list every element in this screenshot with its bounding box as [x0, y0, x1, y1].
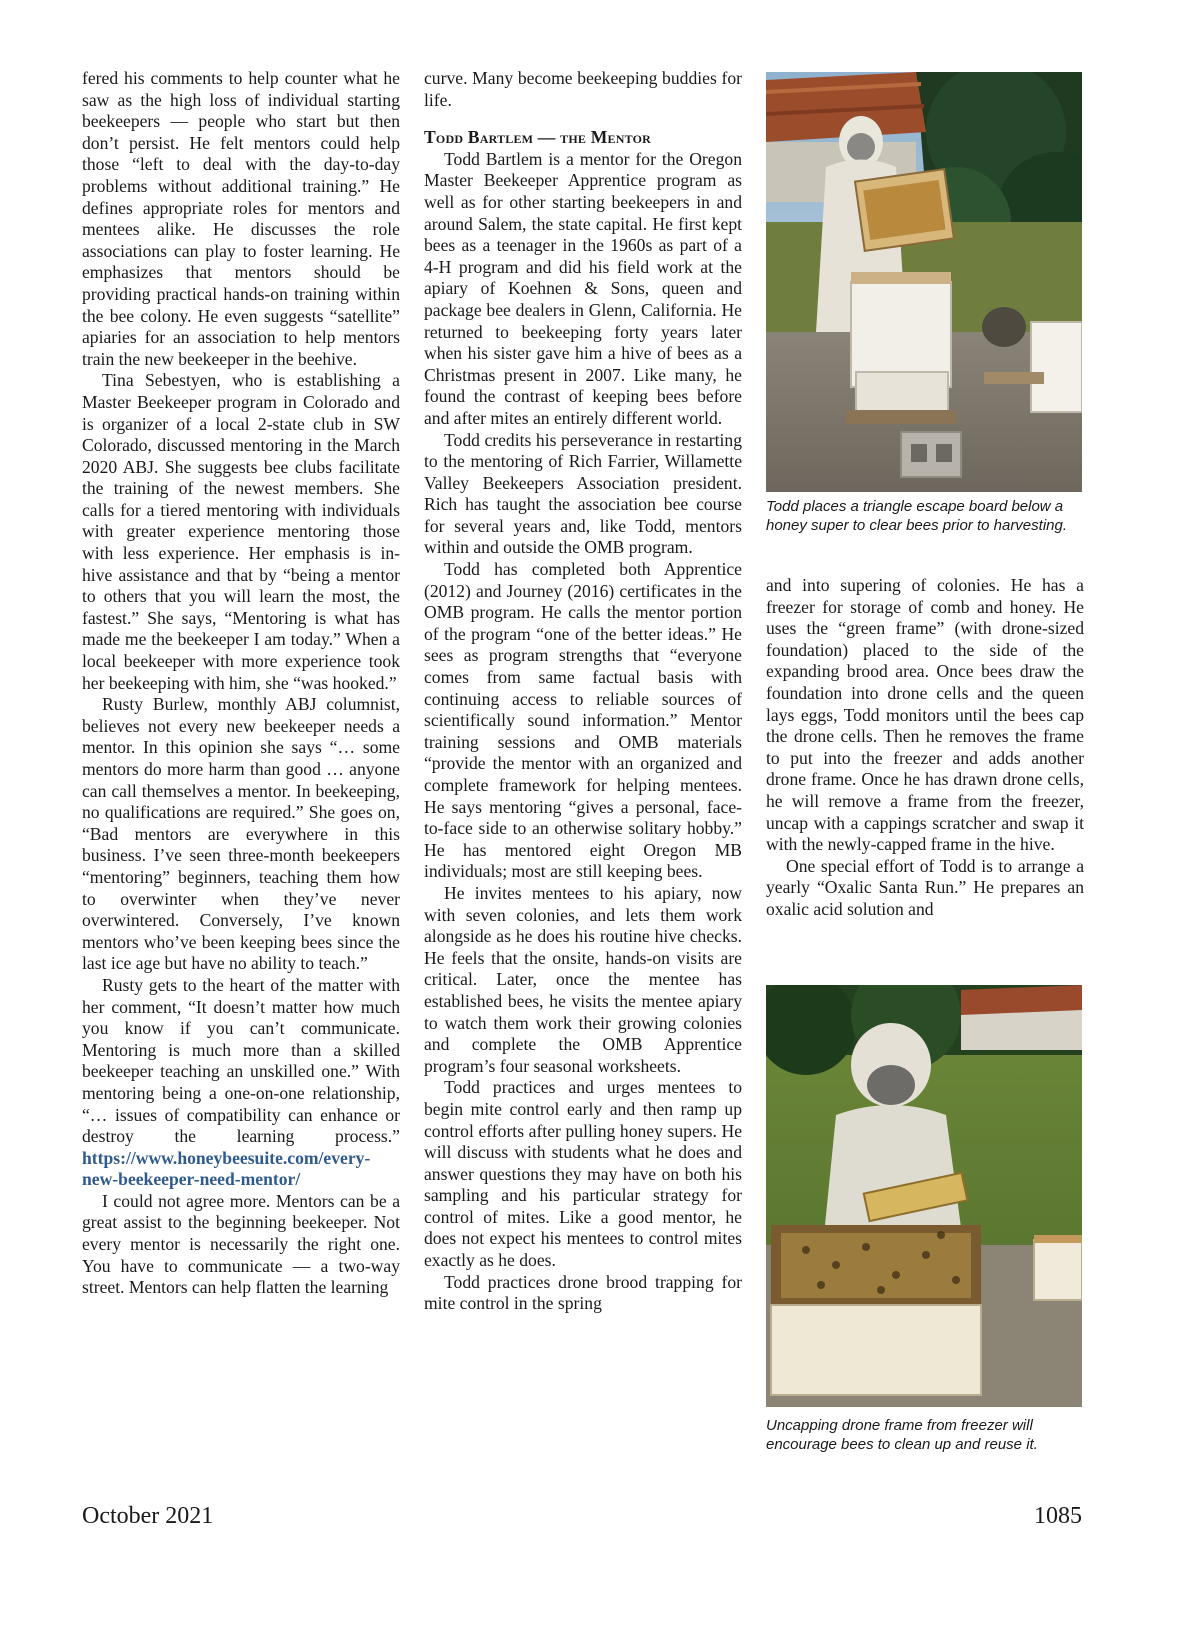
paragraph-text: Rusty gets to the heart of the matter with her comment, “It doesn’t matter how much you know if you can’t communicate. Mentoring is much more than a skilled beekeeper teaching an unskilled one.” With mentoring being a one-on-one relationship, “… issues of compatibility can enhance or destroy the learning process.” — [82, 974, 400, 1147]
paragraph: Todd Bartlem is a mentor for the Oregon Master Beekeeper Apprentice program as well as for other starting beekeepers in and around Salem, the state capital. He first kept bees as a teenager in the 1960s as part of a 4-H program and did his field work at the apiary of Koehnen & Sons, queen and package bee dealers in Glenn, California. He returned to beekeeping forty years later when his sister gave him a hive of bees as a Christmas present in 2007. Like many, he found the contrast of keeping bees before and after mites an entirely different world. — [424, 148, 742, 428]
paragraph: One special effort of Todd is to arrange a yearly “Oxalic Santa Run.” He prepares an oxalic acid solution and — [766, 855, 1084, 919]
column-3 — [766, 575, 1084, 921]
paragraph: Todd credits his perseverance in restarting to the mentoring of Rich Farrier, Willamette Valley Beekeepers Association president. Rich has taught the association bee course for several years and, like Todd, mentors within and outside the OMB program. — [424, 429, 742, 558]
paragraph: Todd practices and urges mentees to begin mite control early and then ramp up control efforts after pulling honey supers. He will discuss with students what he does and answer questions they may have on both his sampling and his particular strategy for control of mites. Like a good mentor, he does not expect his mentees to control mites exactly as he does. — [424, 1077, 742, 1271]
issue-date: October 2021 — [82, 1503, 214, 1529]
paragraph: Tina Sebestyen, who is establishing a Master Beekeeper program in Colorado and is organizer of a local 2-state club in SW Colorado, discussed mentoring in the March 2020 ABJ. She suggests bee clubs facilitate the training of the newest members. She calls for a tiered mentoring with individuals with greater experience mentoring those with less experience. Her emphasis is in-hive assistance and that by “being a mentor to others that you will learn the most, the fastest.” She says, “Mentoring is what has made me the beekeeper I am today.” When a local beekeeper with more experience took her beekeeping with him, she “was hooked.” — [82, 370, 400, 693]
column-1 — [82, 68, 400, 1299]
photo-beekeeper-escape-board — [766, 72, 1082, 492]
column-2 — [424, 68, 742, 1315]
paragraph: Todd has completed both Apprentice (2012) and Journey (2016) certificates in the OMB program. He calls the mentor portion of the program “one of the better ideas.” He sees as program strengths that “everyone comes from same factual basis with continuing access to reliable sources of scientifically sound information.” Mentor training sessions and OMB materials “provide the mentor with an organized and complete framework for helping mentees. He says mentoring “gives a personal, face-to-face side to an otherwise solitary hobby.” He has mentored eight Oregon MB individuals; most are still keeping bees. — [424, 559, 742, 882]
photo-uncapping-drone-frame — [766, 985, 1082, 1407]
paragraph: and into supering of colonies. He has a freezer for storage of comb and honey. He uses the “green frame” (with drone-sized foundation) placed to the side of the expanding brood area. Once bees draw the foundation into drone cells and the queen lays eggs, Todd monitors until the bees cap the drone cells. Then he removes the frame to put into the freezer and adds another drone frame. Once he has drawn drone cells, he will remove a frame from the freezer, uncap with a cappings scratcher and swap it with the newly-capped frame in the hive. — [766, 575, 1084, 855]
paragraph: I could not agree more. Mentors can be a great assist to the beginning beekeeper. Not every mentor is necessarily the right one. You have to communicate — a two-way street. Mentors can help flatten the learning — [82, 1190, 400, 1298]
paragraph: Todd practices drone brood trapping for mite control in the spring — [424, 1271, 742, 1314]
paragraph: fered his comments to help counter what he saw as the high loss of individual starting beekeepers — people who start but then don’t persist. He felt mentors could help those “left to deal with the day-to-day problems without additional training.” He defines appropriate roles for mentors and mentees alike. He discusses the role associations can play to foster learning. He emphasizes that mentors should be providing practical hands-on training within the bee colony. He even suggests “satellite” apiaries for an association to help mentors train the new beekeeper in the beehive. — [82, 68, 400, 369]
photo-caption: Todd places a triangle escape board below a honey super to clear bees prior to harvesting. — [766, 498, 1068, 534]
section-heading: Todd Bartlem — the Mentor — [424, 127, 651, 148]
photo-caption: Uncapping drone frame from freezer will encourage bees to clean up and reuse it. — [766, 1417, 1038, 1453]
beekeeper-photo-illustration — [766, 72, 1082, 492]
uncapping-photo-illustration — [766, 985, 1082, 1407]
page-number: 1085 — [1034, 1503, 1082, 1529]
paragraph — [82, 975, 400, 1191]
paragraph: curve. Many become beekeeping buddies for life. — [424, 68, 742, 110]
reference-link[interactable]: https://www.honeybeesuite.com/every-new-beekeeper-need-mentor/ — [82, 1147, 371, 1190]
paragraph: He invites mentees to his apiary, now with seven colonies, and lets them work alongside as he does his routine hive checks. He feels that the onsite, hands-on visits are critical. Later, once the mentee has established bees, he visits the mentee apiary to watch them work their growing colonies and complete the OMB Apprentice program’s four seasonal worksheets. — [424, 882, 742, 1076]
paragraph: Rusty Burlew, monthly ABJ columnist, believes not every new beekeeper needs a mentor. In this opinion she says “… some mentors do more harm than good … anyone can call themselves a mentor. In beekeeping, no qualifications are required.” She goes on, “Bad mentors are everywhere in this business. I’ve seen three-month beekeepers “mentoring” beginners, teaching them how to overwinter when they’ve never overwintered. Conversely, I’ve known mentors who’ve been keeping bees since the last ice age but have no ability to teach.” — [82, 694, 400, 974]
